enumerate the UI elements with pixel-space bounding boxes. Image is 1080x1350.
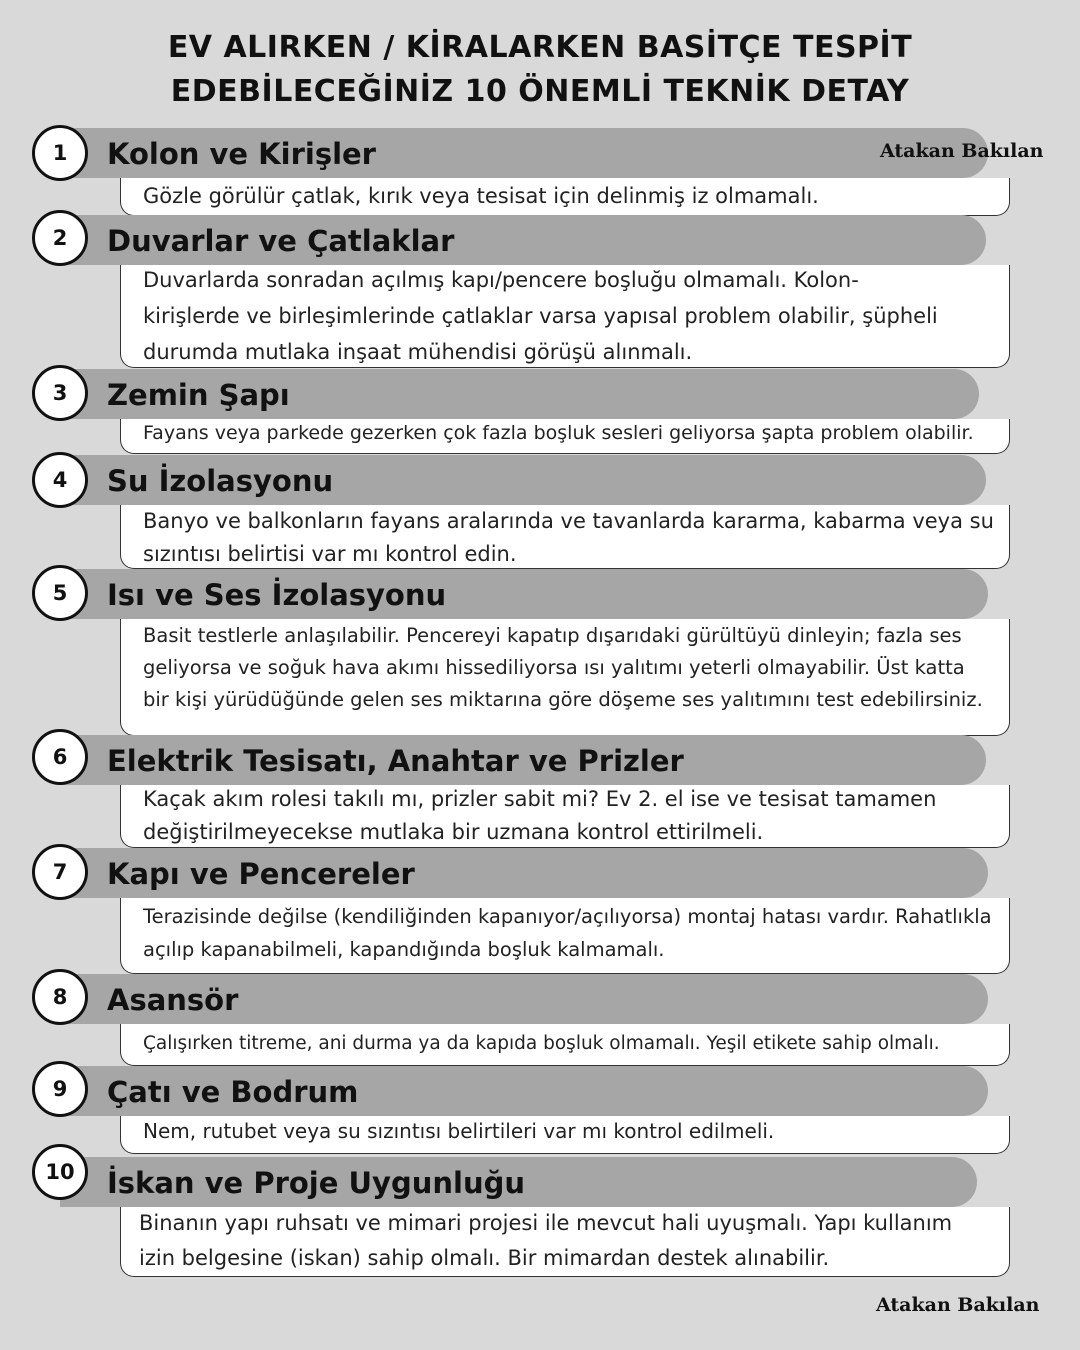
item-description: [143, 620, 1009, 716]
item-heading: Duvarlar ve Çatlaklar: [107, 224, 455, 258]
item-description-line: Binanın yapı ruhsatı ve mimari projesi ile mevcut hali uyuşmalı. Yapı kullanım: [139, 1211, 953, 1235]
item-description: [139, 1206, 1005, 1276]
item-heading: Kapı ve Pencereler: [107, 857, 415, 891]
item-heading: Su İzolasyonu: [107, 464, 334, 498]
item-description-line: durumda mutlaka inşaat mühendisi görüşü alınmalı.: [143, 340, 693, 364]
item-number-badge: 7: [32, 844, 88, 900]
item-description-line: Kaçak akım rolesi takılı mı, prizler sabit mi? Ev 2. el ise ve tesisat tamamen: [143, 787, 937, 811]
item-description-line: Nem, rutubet veya su sızıntısı belirtileri var mı kontrol edilmeli.: [143, 1119, 775, 1143]
page-title: [0, 26, 1080, 114]
item-description-line: açılıp kapanabilmeli, kapandığında boşluk kalmamalı.: [143, 938, 665, 961]
item-description: [143, 1030, 1009, 1058]
item-description: [143, 505, 1009, 571]
title-line-1: EV ALIRKEN / KİRALARKEN BASİTÇE TESPİT: [167, 30, 913, 65]
item-description-line: bir kişi yürüdüğünde gelen ses miktarına göre döşeme ses yalıtımını test edebilirsiniz.: [143, 688, 983, 711]
item-heading: İskan ve Proje Uygunluğu: [107, 1166, 525, 1200]
item-description-line: izin belgesine (iskan) sahip olmalı. Bir mimardan destek alınabilir.: [139, 1246, 830, 1270]
item-description-line: Gözle görülür çatlak, kırık veya tesisat için delinmiş iz olmamalı.: [143, 184, 819, 208]
item-number-badge: 4: [32, 452, 88, 508]
item-heading: Elektrik Tesisatı, Anahtar ve Prizler: [107, 744, 684, 778]
item-number-badge: 10: [32, 1144, 88, 1200]
item-number-badge: 3: [32, 365, 88, 421]
item-description-line: geliyorsa ve soğuk hava akımı hissediliyorsa ısı yalıtımı yeterli olmayabilir. Üst katta: [143, 656, 965, 679]
item-number-badge: 1: [32, 125, 88, 181]
item-number-badge: 9: [32, 1061, 88, 1117]
item-heading: Kolon ve Kirişler: [107, 137, 376, 171]
item-description: [143, 420, 1009, 446]
item-heading: Zemin Şapı: [107, 378, 290, 412]
item-description-line: Çalışırken titreme, ani durma ya da kapıda boşluk olmamalı. Yeşil etikete sahip olmalı.: [143, 1033, 940, 1054]
item-description: [143, 1117, 1009, 1145]
item-number-badge: 2: [32, 210, 88, 266]
item-description-line: Banyo ve balkonların fayans aralarında ve tavanlarda kararma, kabarma veya su: [143, 509, 994, 533]
author-signature-bottom: Atakan Bakılan: [876, 1294, 1040, 1316]
title-line-2: EDEBİLECEĞİNİZ 10 ÖNEMLİ TEKNİK DETAY: [170, 74, 910, 109]
item-description: [143, 783, 1009, 849]
item-description: [143, 900, 1009, 966]
item-description-line: Fayans veya parkede gezerken çok fazla boşluk sesleri geliyorsa şapta problem olabilir.: [143, 422, 974, 444]
item-description: [143, 182, 1009, 210]
item-description-line: Basit testlerle anlaşılabilir. Pencereyi kapatıp dışarıdaki gürültüyü dinleyin; fazla ses: [143, 624, 962, 647]
author-signature-top: Atakan Bakılan: [880, 140, 1044, 162]
item-number-badge: 8: [32, 969, 88, 1025]
item-heading: Çatı ve Bodrum: [107, 1075, 359, 1109]
item-heading: Asansör: [107, 983, 239, 1017]
item-number-badge: 5: [32, 565, 88, 621]
item-description-line: kirişlerde ve birleşimlerinde çatlaklar varsa yapısal problem olabilir, şüpheli: [143, 304, 938, 328]
item-description-line: sızıntısı belirtisi var mı kontrol edin.: [143, 542, 517, 566]
item-number-badge: 6: [32, 729, 88, 785]
item-description-line: Duvarlarda sonradan açılmış kapı/pencere boşluğu olmamalı. Kolon-: [143, 268, 859, 292]
item-description: [143, 262, 1009, 370]
item-description-line: Terazisinde değilse (kendiliğinden kapanıyor/açılıyorsa) montaj hatası vardır. Rahatlıkla: [143, 905, 992, 928]
item-heading: Isı ve Ses İzolasyonu: [107, 578, 447, 612]
item-description-line: değiştirilmeyecekse mutlaka bir uzmana kontrol ettirilmeli.: [143, 820, 764, 844]
